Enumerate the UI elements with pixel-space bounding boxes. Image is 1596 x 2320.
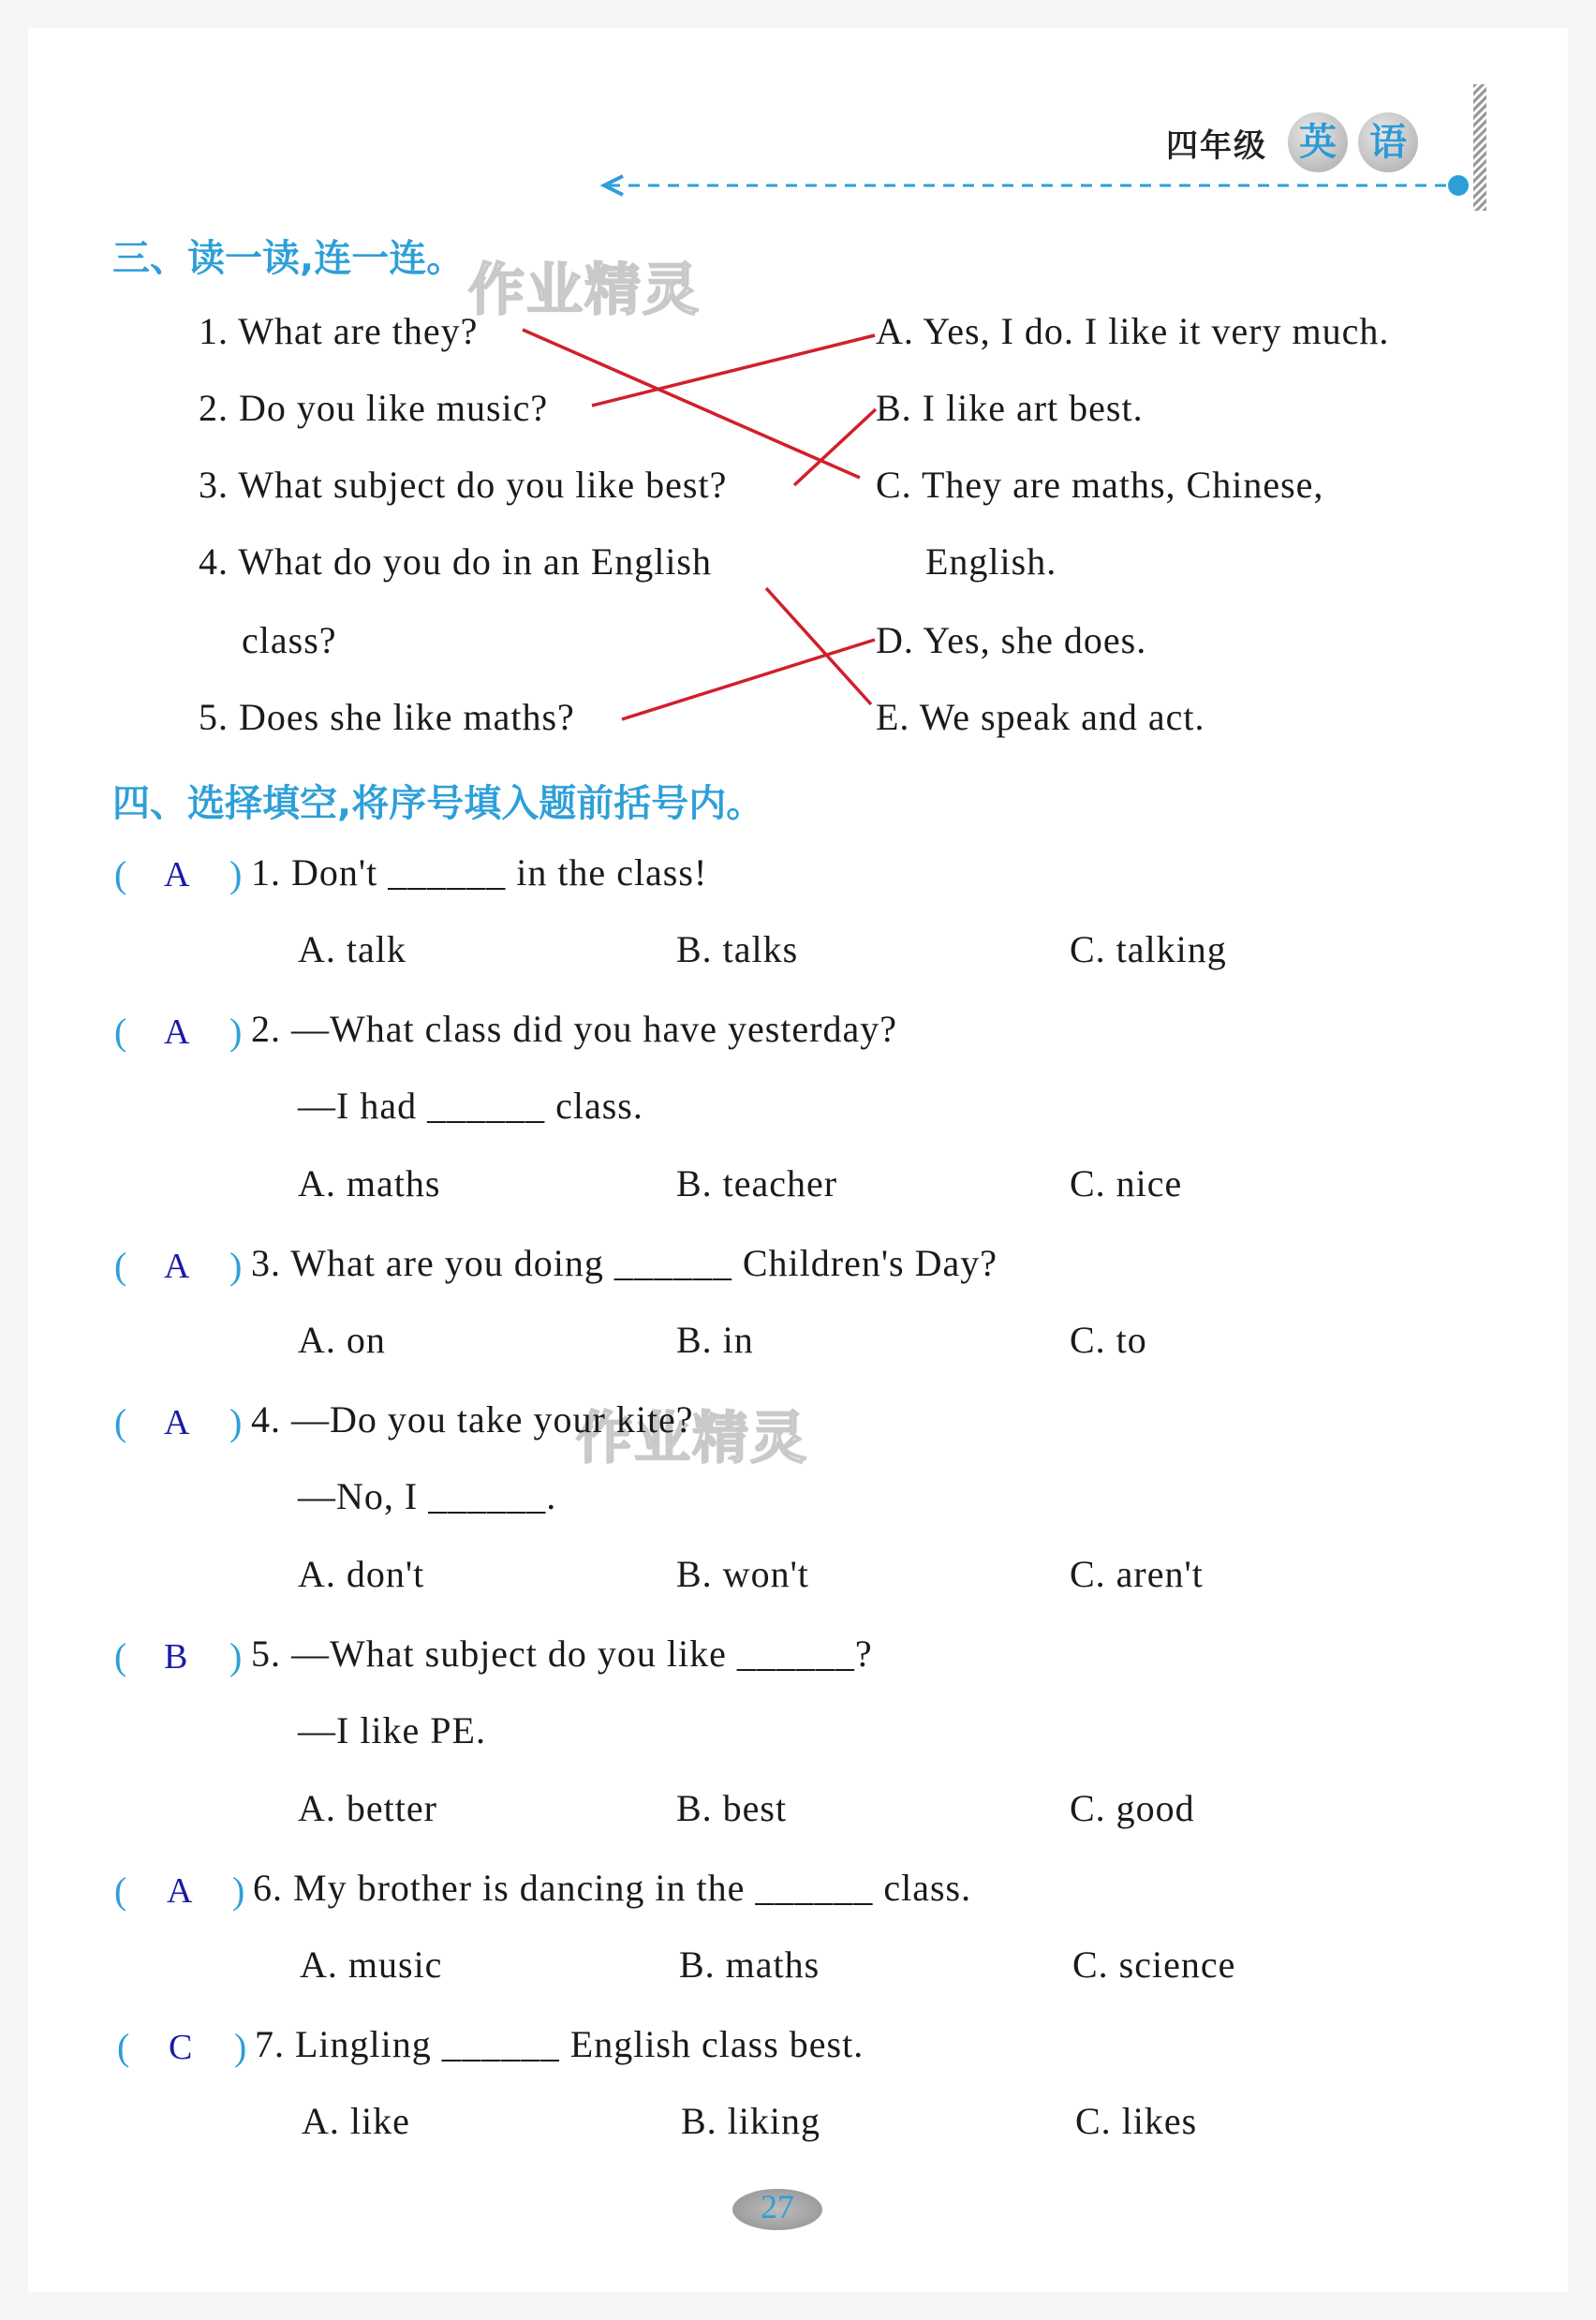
watermark-middle: 作业精灵 [576, 1406, 808, 1471]
match-right-a: A. Yes, I do. I like it very much. [876, 310, 1390, 352]
q1-paren-close: ) [229, 853, 243, 895]
q1-option-a: A. talk [298, 928, 406, 970]
q3-answer: A [164, 1247, 190, 1286]
match-right-e: E. We speak and act. [876, 696, 1205, 738]
q2-stem: 2. —What class did you have yesterday? [251, 1008, 898, 1050]
q4-paren-open: ( [114, 1401, 127, 1443]
q5-answer: B [164, 1637, 188, 1677]
q7-stem: 7. Lingling ______ English class best. [255, 2023, 864, 2065]
q7-option-c: C. likes [1075, 2100, 1198, 2142]
q7-answer: C [169, 2028, 193, 2067]
q3-paren-open: ( [114, 1245, 127, 1287]
q3-stem: 3. What are you doing ______ Children's Day? [251, 1242, 998, 1284]
q5-option-a: A. better [298, 1787, 437, 1829]
match-left-5: 5. Does she like maths? [199, 696, 575, 738]
q1-answer: A [164, 855, 190, 894]
q3-option-c: C. to [1070, 1319, 1147, 1361]
q5-stem: 5. —What subject do you like ______? [251, 1633, 873, 1675]
q5-stem-reply: —I like PE. [298, 1709, 486, 1751]
match-line-5-d [622, 640, 875, 719]
q3-option-b: B. in [676, 1319, 754, 1361]
watermark-top: 作业精灵 [468, 258, 701, 323]
grade-label: 四年级 [1166, 127, 1267, 165]
page-number-badge [732, 2189, 822, 2230]
q2-answer: A [164, 1012, 190, 1052]
q6-stem: 6. My brother is dancing in the ______ class. [253, 1867, 972, 1909]
q5-option-c: C. good [1070, 1787, 1195, 1829]
match-line-2-a [592, 335, 875, 406]
match-right-d: D. Yes, she does. [876, 619, 1147, 661]
subject-char-1: 英 [1288, 112, 1348, 172]
q5-paren-close: ) [229, 1635, 243, 1677]
q4-stem: 4. —Do you take your kite? [251, 1398, 694, 1441]
q1-option-b: B. talks [676, 928, 799, 970]
q2-paren-close: ) [229, 1011, 243, 1053]
q7-paren-open: ( [117, 2026, 130, 2068]
match-left-4-cont: class? [242, 619, 337, 661]
q2-option-b: B. teacher [676, 1162, 838, 1204]
q6-option-a: A. music [300, 1943, 443, 1986]
page-number: 27 [761, 2188, 794, 2225]
q4-answer: A [164, 1403, 190, 1442]
match-left-2: 2. Do you like music? [199, 387, 549, 429]
match-left-3: 3. What subject do you like best? [199, 464, 728, 506]
q7-paren-close: ) [234, 2026, 247, 2068]
section3-title: 三、读一读,连一连。 [112, 237, 465, 280]
q4-option-b: B. won't [676, 1553, 809, 1595]
match-right-c-cont: English. [925, 540, 1057, 583]
subject-char-2: 语 [1358, 112, 1418, 172]
match-left-4: 4. What do you do in an English [199, 540, 712, 583]
q3-option-a: A. on [298, 1319, 386, 1361]
match-line-3-b [794, 409, 876, 485]
q6-option-c: C. science [1072, 1943, 1236, 1986]
match-right-b: B. I like art best. [876, 387, 1144, 429]
q3-paren-close: ) [229, 1245, 243, 1287]
q1-stem: 1. Don't ______ in the class! [251, 851, 708, 894]
q2-stem-reply: —I had ______ class. [298, 1085, 643, 1127]
q6-option-b: B. maths [679, 1943, 820, 1986]
q2-option-c: C. nice [1070, 1162, 1183, 1204]
match-left-1: 1. What are they? [199, 310, 479, 352]
q6-paren-close: ) [232, 1869, 245, 1912]
match-right-c: C. They are maths, Chinese, [876, 464, 1324, 506]
q1-option-c: C. talking [1070, 928, 1227, 970]
q1-paren-open: ( [114, 853, 127, 895]
q6-answer: A [167, 1871, 193, 1911]
q6-paren-open: ( [114, 1869, 127, 1912]
q7-option-a: A. like [302, 2100, 410, 2142]
q4-paren-close: ) [229, 1401, 243, 1443]
q5-paren-open: ( [114, 1635, 127, 1677]
q4-stem-reply: —No, I ______. [298, 1475, 557, 1517]
q2-option-a: A. maths [298, 1162, 441, 1204]
q2-paren-open: ( [114, 1011, 127, 1053]
q4-option-a: A. don't [298, 1553, 425, 1595]
q5-option-b: B. best [676, 1787, 788, 1829]
q7-option-b: B. liking [681, 2100, 821, 2142]
q4-option-c: C. aren't [1070, 1553, 1204, 1595]
section4-title: 四、选择填空,将序号填入题前括号内。 [112, 782, 764, 825]
